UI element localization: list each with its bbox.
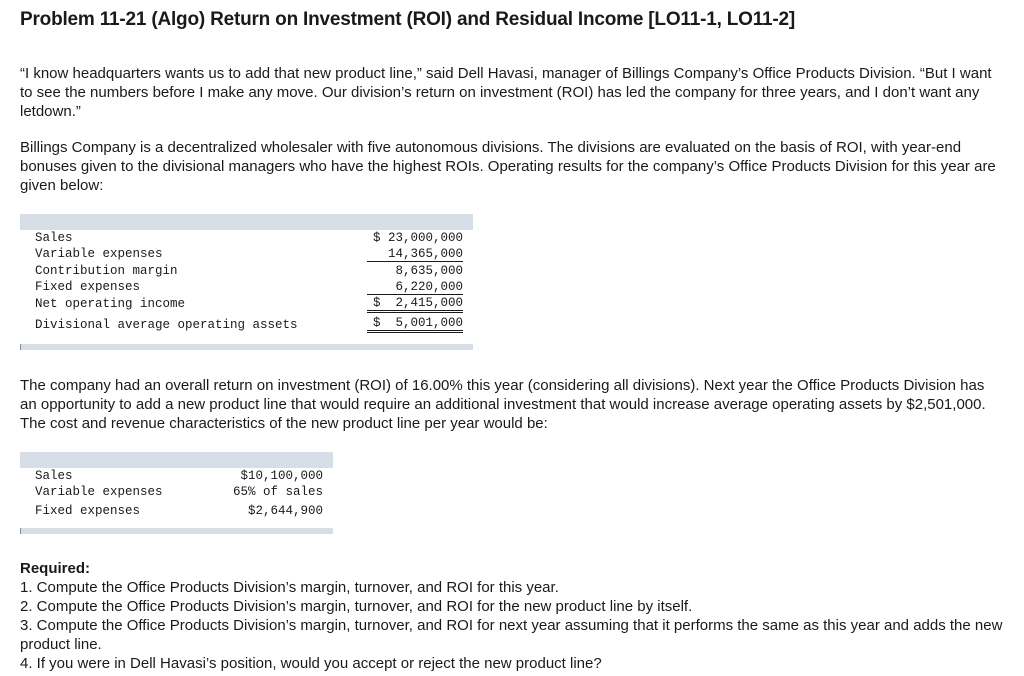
table-footer-band	[20, 528, 333, 534]
row-label-contribution-margin: Contribution margin	[35, 264, 178, 278]
required-item: 4. If you were in Dell Havasi’s position, would you accept or reject the new product line?	[20, 655, 602, 672]
opportunity-paragraph: The company had an overall return on investment (ROI) of 16.00% this year (considering all divisions). Next year the Office Products Division has an opportunity to add a new product line that would require an additional investment that would increase average operating assets by $2,501,000. The cost and revenue characteristics of the new product line per year would be:	[20, 377, 986, 432]
row-label-sales: Sales	[35, 469, 73, 483]
row-value-fixed-expenses: 6,220,000	[367, 280, 463, 295]
table-footer-band	[20, 344, 473, 350]
required-item: 1. Compute the Office Products Division’s margin, turnover, and ROI for this year.	[20, 579, 559, 596]
row-value-variable-expenses: 65% of sales	[232, 485, 323, 499]
required-section	[20, 559, 1010, 673]
table-header-band	[20, 214, 473, 230]
row-value-fixed-expenses: $2,644,900	[247, 504, 323, 518]
required-item: 3. Compute the Office Products Division’s margin, turnover, and ROI for next year assuming that it performs the same as this year and adds the new product line.	[20, 617, 1003, 653]
intro-paragraph: “I know headquarters wants us to add that new product line,” said Dell Havasi, manager of Billings Company’s Office Products Division. “But I want to see the numbers before I make any move. Our division’s return on investment (ROI) has led the company for three years, and I don’t want any letdown.”	[20, 65, 992, 120]
operating-results-table	[20, 214, 473, 350]
required-list	[20, 578, 1010, 673]
row-label-average-operating-assets: Divisional average operating assets	[35, 318, 298, 332]
row-value-average-operating-assets: $ 5,001,000	[367, 316, 463, 333]
row-value-contribution-margin: 8,635,000	[395, 264, 463, 278]
required-heading: Required:	[20, 560, 91, 577]
row-value-net-operating-income: $ 2,415,000	[367, 296, 463, 313]
row-label-sales: Sales	[35, 231, 73, 245]
table-header-band	[20, 452, 333, 468]
row-label-variable-expenses: Variable expenses	[35, 485, 163, 499]
new-product-line-table	[20, 452, 333, 534]
row-label-fixed-expenses: Fixed expenses	[35, 280, 141, 294]
row-value-sales: $ 23,000,000	[372, 231, 463, 245]
page-title: Problem 11-21 (Algo) Return on Investment (ROI) and Residual Income [LO11-1, LO11-2]	[20, 9, 796, 30]
row-label-variable-expenses: Variable expenses	[35, 247, 163, 261]
company-paragraph: Billings Company is a decentralized wholesaler with five autonomous divisions. The divisions are evaluated on the basis of ROI, with year-end bonuses given to the divisional managers who have the highest ROIs. Operating results for the company’s Office Products Division for this year are given below:	[20, 139, 996, 194]
row-value-sales: $10,100,000	[240, 469, 323, 483]
row-label-net-operating-income: Net operating income	[35, 297, 186, 311]
required-item: 2. Compute the Office Products Division’s margin, turnover, and ROI for the new product line by itself.	[20, 598, 693, 615]
row-label-fixed-expenses: Fixed expenses	[35, 504, 141, 518]
row-value-variable-expenses: 14,365,000	[367, 247, 463, 262]
